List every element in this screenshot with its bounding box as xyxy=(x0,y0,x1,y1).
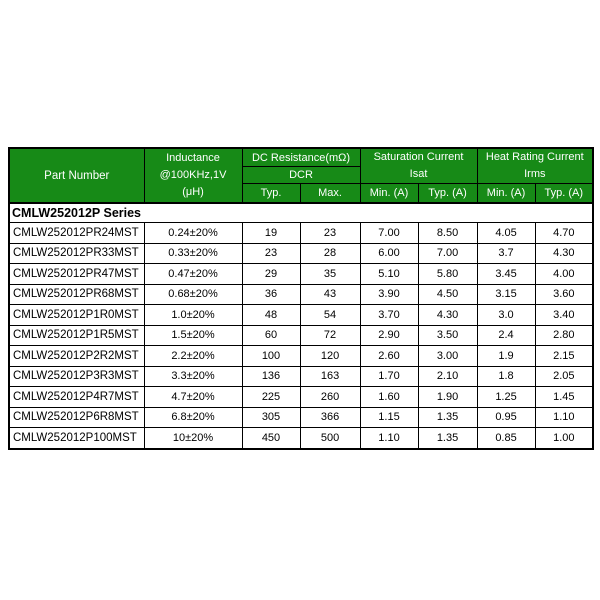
table-row xyxy=(9,407,593,428)
part-number-cell: CMLW252012P6R8MST xyxy=(9,407,144,428)
isat-min-cell: 3.90 xyxy=(360,284,418,305)
dcr-typ-header: Typ. xyxy=(242,184,300,204)
inductance-cell: 3.3±20% xyxy=(144,366,242,387)
inductance-cell: 0.68±20% xyxy=(144,284,242,305)
dcr-typ-cell: 450 xyxy=(242,428,300,449)
isat-min-cell: 2.90 xyxy=(360,325,418,346)
table-row xyxy=(9,223,593,244)
irms-min-cell: 1.25 xyxy=(477,387,535,408)
table-row xyxy=(9,305,593,326)
part-number-cell: CMLW252012PR24MST xyxy=(9,223,144,244)
irms-min-cell: 3.0 xyxy=(477,305,535,326)
irms-typ-header: Typ. (A) xyxy=(535,184,593,204)
irms-group-header-line1: Heat Rating Current xyxy=(485,151,584,163)
isat-typ-cell: 8.50 xyxy=(418,223,477,244)
dcr-max-cell: 28 xyxy=(300,243,360,264)
dcr-max-cell: 54 xyxy=(300,305,360,326)
dcr-typ-cell: 48 xyxy=(242,305,300,326)
irms-min-cell: 1.9 xyxy=(477,346,535,367)
isat-typ-cell: 5.80 xyxy=(418,264,477,285)
isat-group-header-line1: Saturation Current xyxy=(373,151,464,163)
part-number-cell: CMLW252012P4R7MST xyxy=(9,387,144,408)
inductance-header xyxy=(144,148,242,203)
inductance-cell: 2.2±20% xyxy=(144,346,242,367)
isat-typ-cell: 3.50 xyxy=(418,325,477,346)
inductance-cell: 6.8±20% xyxy=(144,407,242,428)
table-row xyxy=(9,325,593,346)
dcr-typ-cell: 29 xyxy=(242,264,300,285)
isat-min-cell: 2.60 xyxy=(360,346,418,367)
irms-min-cell: 4.05 xyxy=(477,223,535,244)
isat-min-cell: 1.10 xyxy=(360,428,418,449)
inductance-cell: 1.0±20% xyxy=(144,305,242,326)
irms-min-cell: 1.8 xyxy=(477,366,535,387)
isat-min-cell: 1.70 xyxy=(360,366,418,387)
isat-typ-cell: 1.90 xyxy=(418,387,477,408)
dcr-typ-cell: 100 xyxy=(242,346,300,367)
part-number-header: Part Number xyxy=(9,148,144,203)
dcr-typ-cell: 60 xyxy=(242,325,300,346)
dcr-max-cell: 72 xyxy=(300,325,360,346)
irms-typ-cell: 4.70 xyxy=(535,223,593,244)
irms-typ-cell: 2.15 xyxy=(535,346,593,367)
part-number-cell: CMLW252012P2R2MST xyxy=(9,346,144,367)
isat-typ-cell: 2.10 xyxy=(418,366,477,387)
dcr-max-cell: 260 xyxy=(300,387,360,408)
dcr-typ-cell: 23 xyxy=(242,243,300,264)
isat-min-cell: 6.00 xyxy=(360,243,418,264)
irms-typ-cell: 1.45 xyxy=(535,387,593,408)
isat-typ-cell: 3.00 xyxy=(418,346,477,367)
irms-min-cell: 0.85 xyxy=(477,428,535,449)
inductance-cell: 0.47±20% xyxy=(144,264,242,285)
inductance-cell: 4.7±20% xyxy=(144,387,242,408)
irms-group-header xyxy=(477,148,593,184)
spec-table xyxy=(8,147,594,450)
part-number-cell: CMLW252012PR33MST xyxy=(9,243,144,264)
irms-typ-cell: 2.80 xyxy=(535,325,593,346)
irms-typ-cell: 4.30 xyxy=(535,243,593,264)
dcr-max-cell: 35 xyxy=(300,264,360,285)
dcr-max-cell: 500 xyxy=(300,428,360,449)
irms-min-header: Min. (A) xyxy=(477,184,535,204)
table-row xyxy=(9,264,593,285)
dcr-max-cell: 43 xyxy=(300,284,360,305)
isat-min-cell: 7.00 xyxy=(360,223,418,244)
part-number-cell: CMLW252012P3R3MST xyxy=(9,366,144,387)
isat-typ-cell: 7.00 xyxy=(418,243,477,264)
dcr-max-header: Max. xyxy=(300,184,360,204)
inductance-cell: 0.33±20% xyxy=(144,243,242,264)
dcr-typ-cell: 305 xyxy=(242,407,300,428)
dcr-max-cell: 366 xyxy=(300,407,360,428)
series-title: CMLW252012P Series xyxy=(9,203,593,223)
dcr-typ-cell: 19 xyxy=(242,223,300,244)
isat-typ-cell: 4.30 xyxy=(418,305,477,326)
irms-group-header-line2: Irms xyxy=(524,168,546,180)
isat-group-header xyxy=(360,148,477,184)
irms-min-cell: 3.15 xyxy=(477,284,535,305)
isat-min-cell: 5.10 xyxy=(360,264,418,285)
table-row xyxy=(9,284,593,305)
dcr-typ-cell: 225 xyxy=(242,387,300,408)
isat-typ-cell: 1.35 xyxy=(418,428,477,449)
dcr-group-header: DC Resistance(mΩ) xyxy=(242,148,360,167)
irms-min-cell: 0.95 xyxy=(477,407,535,428)
irms-typ-cell: 3.60 xyxy=(535,284,593,305)
isat-typ-header: Typ. (A) xyxy=(418,184,477,204)
dcr-subheader: DCR xyxy=(242,167,360,184)
table-row xyxy=(9,387,593,408)
irms-typ-cell: 2.05 xyxy=(535,366,593,387)
isat-min-header: Min. (A) xyxy=(360,184,418,204)
part-number-cell: CMLW252012PR47MST xyxy=(9,264,144,285)
part-number-cell: CMLW252012PR68MST xyxy=(9,284,144,305)
inductance-cell: 10±20% xyxy=(144,428,242,449)
table-row xyxy=(9,346,593,367)
table-row xyxy=(9,366,593,387)
isat-group-header-line2: Isat xyxy=(409,168,428,180)
inductance-cell: 0.24±20% xyxy=(144,223,242,244)
inductance-header-line2: @100KHz,1V xyxy=(159,169,227,181)
part-number-cell: CMLW252012P100MST xyxy=(9,428,144,449)
irms-typ-cell: 1.00 xyxy=(535,428,593,449)
irms-min-cell: 2.4 xyxy=(477,325,535,346)
inductance-header-line1: Inductance xyxy=(166,152,220,164)
irms-min-cell: 3.7 xyxy=(477,243,535,264)
isat-min-cell: 1.15 xyxy=(360,407,418,428)
irms-typ-cell: 3.40 xyxy=(535,305,593,326)
dcr-max-cell: 120 xyxy=(300,346,360,367)
table-row xyxy=(9,428,593,449)
irms-typ-cell: 4.00 xyxy=(535,264,593,285)
part-number-cell: CMLW252012P1R0MST xyxy=(9,305,144,326)
part-number-cell: CMLW252012P1R5MST xyxy=(9,325,144,346)
inductance-header-line3: (μH) xyxy=(182,186,204,198)
isat-typ-cell: 1.35 xyxy=(418,407,477,428)
dcr-typ-cell: 36 xyxy=(242,284,300,305)
irms-typ-cell: 1.10 xyxy=(535,407,593,428)
table-header xyxy=(9,148,593,203)
isat-min-cell: 3.70 xyxy=(360,305,418,326)
series-row xyxy=(9,203,593,223)
table-row xyxy=(9,243,593,264)
isat-typ-cell: 4.50 xyxy=(418,284,477,305)
inductance-cell: 1.5±20% xyxy=(144,325,242,346)
isat-min-cell: 1.60 xyxy=(360,387,418,408)
irms-min-cell: 3.45 xyxy=(477,264,535,285)
dcr-max-cell: 23 xyxy=(300,223,360,244)
dcr-max-cell: 163 xyxy=(300,366,360,387)
dcr-typ-cell: 136 xyxy=(242,366,300,387)
